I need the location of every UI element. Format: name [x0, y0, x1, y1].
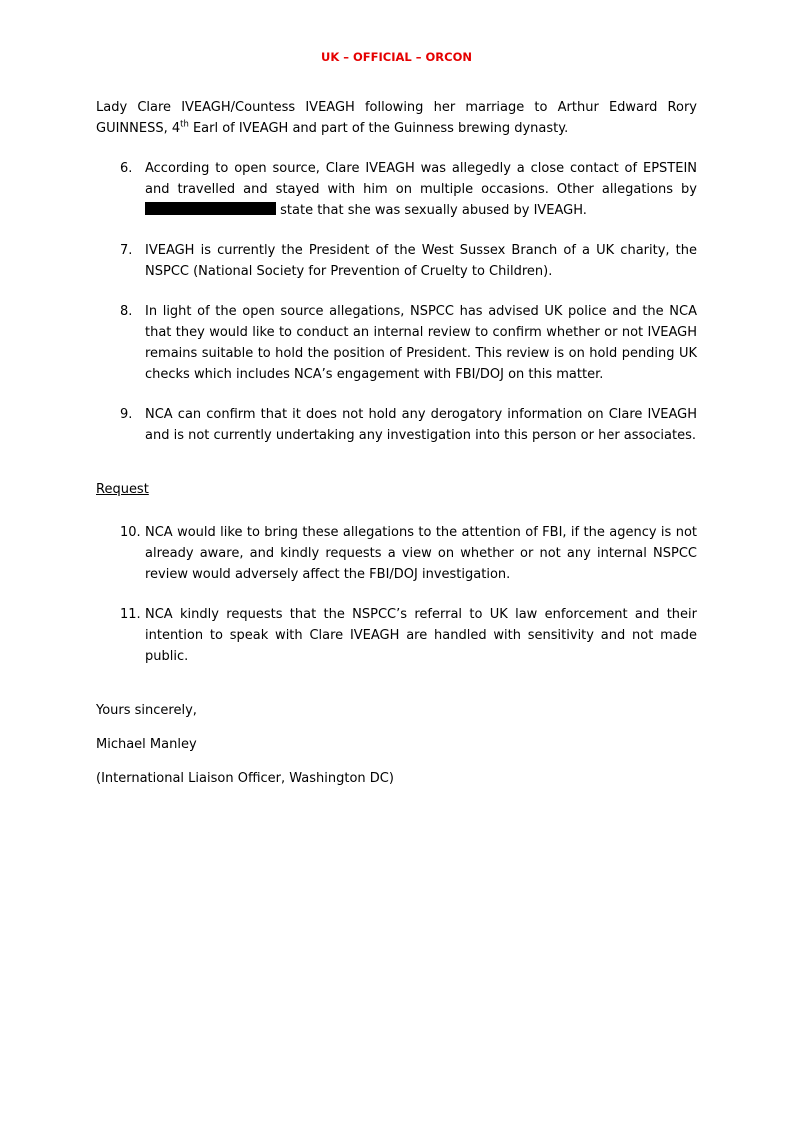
numbered-item-10	[96, 522, 697, 585]
continuation-text-after-superscript: Earl of IVEAGH and part of the Guinness brewing dynasty.	[192, 121, 569, 136]
signature-title: (International Liaison Officer, Washington DC)	[96, 771, 394, 786]
continuation-text-before-superscript: Lady Clare IVEAGH/Countess IVEAGH following her marriage to Arthur Edward Rory GUINNESS, 4	[96, 100, 697, 136]
item-number: 11.	[120, 607, 141, 622]
item-text: IVEAGH is currently the President of the West Sussex Branch of a UK charity, the NSPCC (National Society for Prevention of Cruelty to Children).	[145, 243, 697, 279]
item-text-before-redaction: According to open source, Clare IVEAGH was allegedly a close contact of EPSTEIN and travelled and stayed with him on multiple occasions. Other allegations by	[145, 161, 697, 197]
item-number: 8.	[120, 304, 133, 319]
numbered-item-11	[96, 604, 697, 667]
item-text: In light of the open source allegations, NSPCC has advised UK police and the NCA that they would like to conduct an internal review to confirm whether or not IVEAGH remains suitable to hold the position of President. This review is on hold pending UK checks which includes NCA’s engagement with FBI/DOJ on this matter.	[145, 304, 697, 382]
numbered-item-9	[96, 404, 697, 446]
sign-off: Yours sincerely,	[96, 703, 197, 718]
document-body	[96, 97, 697, 789]
classification-banner: UK – OFFICIAL – ORCON	[321, 50, 472, 64]
numbered-item-7	[96, 240, 697, 282]
closing-block	[96, 700, 697, 789]
item-number: 7.	[120, 243, 133, 258]
redaction-box	[145, 202, 276, 215]
continuation-paragraph	[96, 97, 697, 139]
item-text: NCA can confirm that it does not hold any derogatory information on Clare IVEAGH and is not currently undertaking any investigation into this person or her associates.	[145, 407, 697, 443]
item-text: NCA kindly requests that the NSPCC’s referral to UK law enforcement and their intention to speak with Clare IVEAGH are handled with sensitivity and not made public.	[145, 607, 697, 664]
item-text-after-redaction: state that she was sexually abused by IVEAGH.	[280, 203, 587, 218]
signature-name: Michael Manley	[96, 737, 197, 752]
item-text: NCA would like to bring these allegations to the attention of FBI, if the agency is not already aware, and kindly requests a view on whether or not any internal NSPCC review would adversely affect the FBI/DOJ investigation.	[145, 525, 697, 582]
ordinal-superscript: th	[180, 118, 189, 129]
item-number: 6.	[120, 161, 133, 176]
numbered-item-6	[96, 158, 697, 221]
item-number: 9.	[120, 407, 133, 422]
numbered-item-8	[96, 301, 697, 385]
request-heading: Request	[96, 482, 149, 497]
item-number: 10.	[120, 525, 141, 540]
